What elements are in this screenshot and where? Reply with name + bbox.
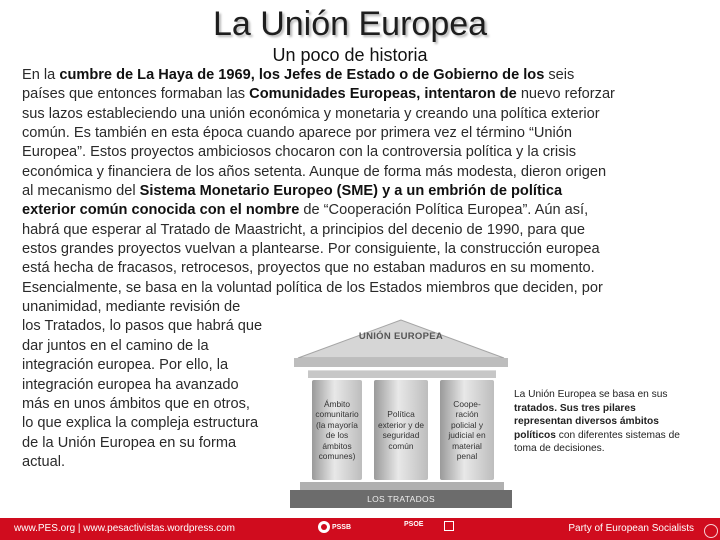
- paragraph-line: los Tratados, lo pasos que habrá que: [22, 318, 263, 335]
- eu-pillars-diagram: [290, 318, 512, 508]
- pillar-foreign-security-policy: Política exterior y de seguridad común: [374, 380, 428, 480]
- caption-part-2: tratados. Sus tres pilares representan diversos ámbitos políticos: [514, 402, 659, 441]
- paragraph-line: [22, 259, 688, 278]
- paragraph-line: [22, 182, 688, 201]
- pssb-logo-text: PSSB: [331, 523, 352, 531]
- paragraph-bold-segment: cumbre de La Haya de 1969, los Jefes de Estado o de Gobierno de los: [59, 67, 545, 83]
- pillar-community: Ámbito comunitario (la mayoría de los ámbitos comunes): [312, 380, 362, 480]
- paragraph-line: integración europea. Por ello, la: [22, 357, 229, 374]
- diagram-roof: [290, 318, 512, 368]
- paragraph-line: de la Unión Europea en su forma: [22, 434, 237, 451]
- paragraph-line: actual.: [22, 453, 65, 470]
- globe-icon: [704, 524, 718, 538]
- paragraph-segment: habrá que esperar al Tratado de Maastricht, a principios del decenio de 1990, para que: [22, 221, 586, 238]
- paragraph-segment: seis: [544, 67, 575, 83]
- paragraph-segment: común. Es también en esta época cuando aparece por primera vez el término “Unión: [22, 125, 572, 142]
- rose-icon: [318, 521, 330, 533]
- paragraph-line: [22, 66, 688, 85]
- paragraph-line: integración europea ha avanzado: [22, 376, 239, 393]
- paragraph-segment: nuevo reforzar: [516, 86, 615, 103]
- paragraph-segment: económica y financiera de los años setenta. Aunque de forma más modesta, dieron origen: [22, 163, 607, 180]
- diagram-base-label: LOS TRATADOS: [290, 490, 512, 508]
- paragraph-line: dar juntos en el camino de la: [22, 337, 209, 354]
- paragraph-bold-segment: exterior común conocida con el nombre: [22, 202, 300, 219]
- paragraph-line: [22, 221, 688, 240]
- page-subtitle: Un poco de historia: [272, 45, 428, 65]
- paragraph-bold-segment: Sistema Monetario Europeo (SME) y a un embrión de política: [139, 183, 563, 200]
- paragraph-segment: al mecanismo del: [22, 183, 140, 200]
- footer-bar: [0, 518, 720, 540]
- paragraph-line: [22, 85, 688, 104]
- paragraph-full-width-lines: [22, 66, 688, 298]
- paragraph-segment: Europea”. Estos proyectos ambiciosos chocaron con la controversia política y la crisis: [22, 144, 576, 161]
- diagram-roof-label: UNIÓN EUROPEA: [358, 331, 444, 342]
- paragraph-line: [22, 143, 688, 162]
- paragraph-segment: está hecha de fracasos, retrocesos, proyectos que no estaban maduros en su momento.: [22, 260, 595, 277]
- paragraph-segment: de “Cooperación Política Europea”. Aún así,: [299, 202, 589, 219]
- paragraph-line: [22, 201, 688, 220]
- diagram-beam: [308, 370, 496, 378]
- paragraph-segment: En la: [22, 67, 60, 83]
- paragraph-line: [22, 279, 688, 298]
- paragraph-line: unanimidad, mediante revisión de: [22, 299, 241, 316]
- paragraph-segment: países que entonces formaban las: [22, 86, 250, 103]
- pillar-police-judicial-cooperation: Coope-ración policial y judicial en material penal: [440, 380, 494, 480]
- psoe-logo: [404, 521, 423, 529]
- paragraph-line: [22, 105, 688, 124]
- page-title: La Unión Europea: [212, 5, 488, 43]
- diagram-base-step: [300, 482, 504, 490]
- psoe-flag-icon: [444, 521, 454, 531]
- paragraph-segment: sus lazos estableciendo una unión económica y monetaria y creando una política exterior: [22, 105, 600, 122]
- paragraph-line: [22, 124, 688, 143]
- footer-links[interactable]: www.PES.org | www.pesactivistas.wordpress.com: [14, 523, 236, 534]
- caption-part-1: La Unión Europea se basa en sus: [514, 389, 668, 400]
- diagram-caption: [514, 388, 692, 456]
- pssb-logo: [318, 521, 351, 533]
- psoe-flag-logo: [444, 521, 454, 531]
- paragraph-segment: Esencialmente, se basa en la voluntad política de los Estados miembros que deciden, por: [22, 279, 603, 296]
- footer-org-name: Party of European Socialists: [568, 523, 694, 534]
- paragraph-line: [22, 163, 688, 182]
- caption-part-3: con diferentes sistemas de toma de decisiones.: [514, 429, 680, 455]
- paragraph-line: más en unos ámbitos que en otros,: [22, 395, 250, 412]
- psoe-logo-text: PSOE: [404, 521, 424, 528]
- paragraph-line: lo que explica la compleja estructura: [22, 415, 259, 432]
- paragraph-segment: estos grandes proyectos vuelvan a plantearse. Por consiguiente, la construcción europea: [22, 241, 600, 258]
- paragraph-bold-segment: Comunidades Europeas, intentaron de: [249, 86, 517, 103]
- paragraph-line: [22, 240, 688, 259]
